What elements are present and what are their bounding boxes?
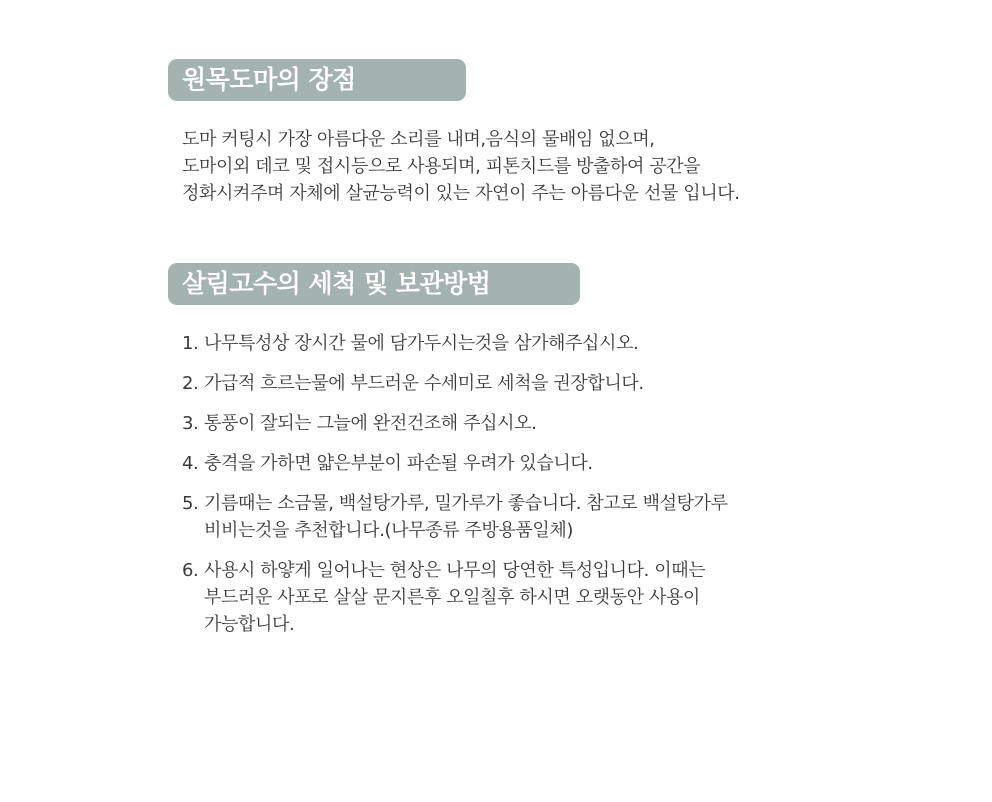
list-item [182,330,902,357]
item-text: 가급적 흐르는물에 부드러운 수세미로 세척을 권장합니다. [204,373,644,394]
item-text: 나무특성상 장시간 물에 담가두시는것을 삼가해주십시오. [204,333,639,354]
item-text: 통풍이 잘되는 그늘에 완전건조해 주십시오. [204,413,537,434]
item-text-continued: 가능합니다. [204,614,295,635]
list-item [182,410,902,437]
advantages-text [182,126,882,207]
section-title-care-method: 살림고수의 세척 및 보관방법 [168,263,580,305]
list-item [182,370,902,397]
advantages-line: 도마 커팅시 가장 아름다운 소리를 내며,음식의 물배임 없으며, [182,129,655,150]
item-number: 3. [182,413,199,434]
item-text-continued: 부드러운 사포로 살살 문지른후 오일칠후 하시면 오랫동안 사용이 [204,587,700,608]
list-item [182,490,902,544]
list-item [182,450,902,477]
item-text: 충격을 가하면 얇은부분이 파손될 우려가 있습니다. [204,453,593,474]
item-text: 기름때는 소금물, 백설탕가루, 밀가루가 좋습니다. 참고로 백설탕가루 [204,493,728,514]
item-text-continued: 비비는것을 추천합니다.(나무종류 주방용품일체) [204,520,573,541]
item-number: 1. [182,333,199,354]
care-instructions-list [182,330,902,651]
item-text: 사용시 하얗게 일어나는 현상은 나무의 당연한 특성입니다. 이때는 [204,560,706,581]
advantages-line: 도마이외 데코 및 접시등으로 사용되며, 피톤치드를 방출하여 공간을 [182,156,701,177]
item-number: 4. [182,453,199,474]
advantages-line: 정화시켜주며 자체에 살균능력이 있는 자연이 주는 아름다운 선물 입니다. [182,183,740,204]
item-number: 2. [182,373,199,394]
item-number: 5. [182,493,199,514]
section-title-advantages: 원목도마의 장점 [168,59,466,101]
list-item [182,557,902,638]
item-number: 6. [182,560,199,581]
